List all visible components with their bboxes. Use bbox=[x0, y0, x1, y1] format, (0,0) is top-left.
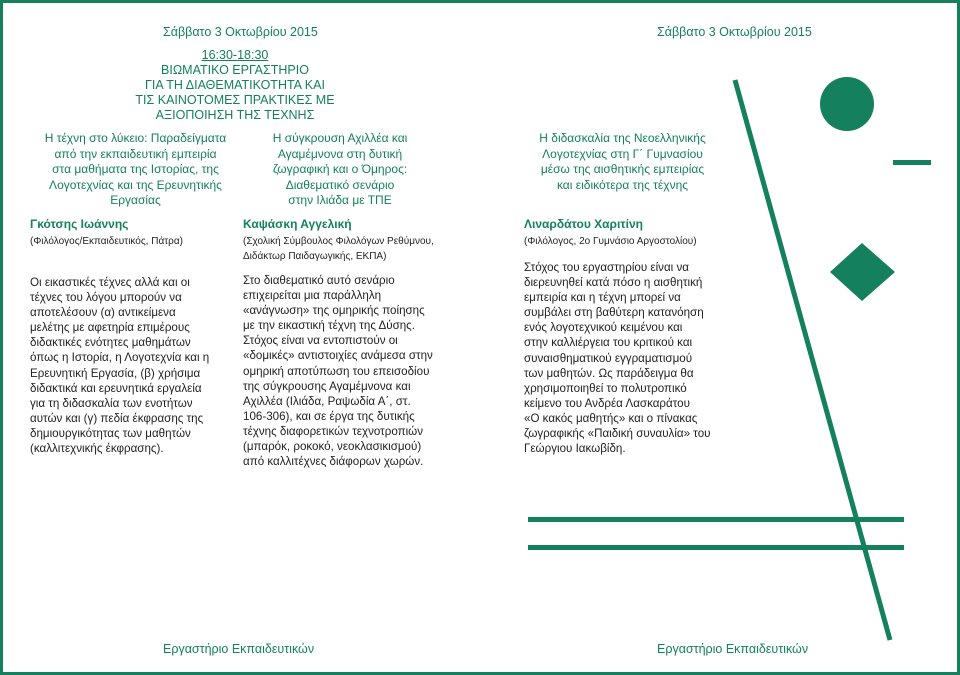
green-line bbox=[528, 517, 904, 522]
workshop-time: 16:30-18:30 bbox=[201, 48, 269, 62]
abstract-line: αποτελέσουν (α) αντικείμενα bbox=[30, 306, 176, 320]
session-line: Η τέχνη στο λύκειο: Παραδείγματα bbox=[44, 131, 227, 145]
abstract-line: Αχιλλέα (Ιλιάδα, Ραψωδία Α΄, στ. bbox=[243, 394, 411, 408]
session-line: Διαθεματικό σενάριο bbox=[285, 177, 395, 192]
abstract-line: δημιουργικότητας των μαθητών bbox=[30, 426, 191, 440]
affiliation-line: (Φιλόλογος/Εκπαιδευτικός, Πάτρα) bbox=[30, 236, 183, 247]
footer-right: Εργαστήριο Εκπαιδευτικών bbox=[657, 642, 809, 656]
green-line bbox=[893, 160, 931, 165]
affiliation-line: (Σχολική Σύμβουλος Φιλολόγων Ρεθύμνου, bbox=[243, 236, 434, 247]
session-line: στην Ιλιάδα με ΤΠΕ bbox=[288, 193, 392, 207]
abstract-line: Ερευνητική Εργασία, (β) χρήσιμα bbox=[30, 366, 201, 380]
speaker-name-1: Γκότσης Ιωάννης bbox=[30, 217, 129, 231]
abstract-line: κείμενο του Ανδρέα Λασκαράτου bbox=[524, 396, 690, 410]
abstract-line: για τη διδασκαλία των ενοτήτων bbox=[30, 396, 193, 410]
session-line: στα μαθήματα της Ιστορίας, της bbox=[52, 162, 219, 176]
green-diamond bbox=[830, 243, 895, 301]
abstract-line: συναισθηματικού εγγραματισμού bbox=[524, 351, 693, 365]
abstract-line: των μαθητών. Ως παράδειγμα θα bbox=[524, 366, 694, 380]
abstract-line: τέχνες του λόγου μπορούν να bbox=[30, 291, 182, 305]
abstract-line: συμβάλει στη βαθύτερη κατανόηση bbox=[524, 306, 704, 320]
abstract-line: «ανάγνωση» της ομηρικής ποίησης bbox=[243, 304, 425, 318]
abstract-line: «δομικές» αντιστοιχίες ανάμεσα στην bbox=[243, 349, 433, 363]
abstract-line: Στόχος του εργαστηρίου είναι να bbox=[524, 261, 689, 274]
workshop-title-line: ΓΙΑ ΤΗ ΔΙΑΘΕΜΑΤΙΚΟΤΗΤΑ ΚΑΙ bbox=[145, 78, 325, 92]
abstract-line: διδακτικά και ερευνητικά εργαλεία bbox=[30, 381, 202, 395]
abstract-line: αυτών και (γ) πεδία έκφρασης της bbox=[30, 411, 204, 425]
abstract-line: με την εικαστική τέχνη της Δύσης. bbox=[243, 319, 415, 333]
abstract-line: 106-306), και σε έργα της δυτικής bbox=[243, 409, 415, 423]
abstract-line: Οι εικαστικές τέχνες αλλά και οι bbox=[30, 276, 190, 289]
workshop-title-line: ΒΙΩΜΑΤΙΚΟ ΕΡΓΑΣΤΗΡΙΟ bbox=[161, 63, 309, 77]
abstract-line: «Ο κακός μαθητής» και ο πίνακας bbox=[524, 411, 698, 425]
abstract-line: Στόχος είναι να εντοπιστούν οι bbox=[243, 334, 398, 348]
green-line bbox=[528, 545, 904, 550]
abstract-line: διερευνηθεί κατά πόσο η αισθητική bbox=[524, 276, 703, 290]
session-line: Λογοτεχνίας και της Ερευνητικής bbox=[49, 177, 222, 192]
abstract-line: ενός λογοτεχνικού κειμένου και bbox=[524, 321, 683, 335]
abstract-line: στην καλλιέργεια του κριτικού και bbox=[524, 336, 693, 350]
abstract-line: επιχειρείται μια παράλληλη bbox=[243, 289, 382, 303]
session-line: Λογοτεχνίας στη Γ΄ Γυμνασίου bbox=[542, 146, 703, 161]
abstract-line: Γεώργιου Ιακωβίδη. bbox=[524, 442, 626, 456]
workshop-title-line: ΤΙΣ ΚΑΙΝΟΤΟΜΕΣ ΠΡΑΚΤΙΚΕΣ ΜΕ bbox=[135, 93, 335, 107]
abstract-line: (μπαρόκ, ροκοκό, νεοκλασικισμού) bbox=[243, 440, 422, 454]
abstract-line: εμπειρία και η τέχνη μπορεί να bbox=[524, 291, 681, 305]
date-left: Σάββατο 3 Οκτωβρίου 2015 bbox=[163, 25, 318, 39]
abstract-line: της σύγκρουσης Αγαμέμνονα και bbox=[243, 379, 411, 393]
abstract-line: τέχνης διαφορετικών τεχνοτροπιών bbox=[243, 424, 424, 438]
abstract-line: (καλλιτεχνικής έκφρασης). bbox=[30, 442, 164, 456]
abstract-line: χρησιμοποιηθεί το πολυτροπικό bbox=[524, 381, 687, 395]
abstract-line: διδακτικές ενότητες μαθημάτων bbox=[30, 336, 191, 350]
abstract-line: ζωγραφικής «Παιδική συναυλία» του bbox=[524, 427, 711, 441]
affiliation-line: Διδάκτωρ Παιδαγωγικής, ΕΚΠΑ) bbox=[243, 251, 387, 262]
session-line: ζωγραφική και ο Όμηρος: bbox=[272, 162, 408, 176]
speaker-name-3: Λιναρδάτου Χαριτίνη bbox=[524, 217, 643, 231]
green-circle bbox=[820, 77, 874, 131]
date-right: Σάββατο 3 Οκτωβρίου 2015 bbox=[657, 25, 812, 39]
abstract-line: μελέτης με αφετηρία επιμέρους bbox=[30, 321, 190, 335]
workshop-title-line: ΑΞΙΟΠΟΙΗΣΗ ΤΗΣ ΤΕΧΝΗΣ bbox=[155, 108, 315, 122]
abstract-line: ομηρική αποτύπωση του επεισοδίου bbox=[243, 364, 430, 378]
affiliation-line: (Φιλόλογος, 2ο Γυμνάσιο Αργοστολίου) bbox=[524, 236, 697, 247]
green-diagonal-line bbox=[735, 80, 890, 640]
abstract-line: όπως η Ιστορία, η Λογοτεχνία και η bbox=[30, 351, 210, 365]
footer-left: Εργαστήριο Εκπαιδευτικών bbox=[163, 642, 315, 656]
session-line: μέσω της αισθητικής εμπειρίας bbox=[540, 162, 705, 176]
abstract-line: από καλλιτέχνες διάφορων χωρών. bbox=[243, 455, 424, 469]
session-line: από την εκπαιδευτική εμπειρία bbox=[54, 146, 217, 161]
session-line: Η σύγκρουση Αχιλλέα και bbox=[272, 131, 408, 145]
session-line: και ειδικότερα της τέχνης bbox=[556, 177, 689, 192]
abstract-line: Στο διαθεματικό αυτό σενάριο bbox=[243, 274, 395, 287]
session-line: Αγαμέμνονα στη δυτική bbox=[277, 146, 403, 161]
session-line: Εργασίας bbox=[110, 193, 161, 207]
speaker-name-2: Καψάσκη Αγγελική bbox=[243, 217, 352, 231]
session-line: Η διδασκαλία της Νεοελληνικής bbox=[539, 131, 706, 145]
